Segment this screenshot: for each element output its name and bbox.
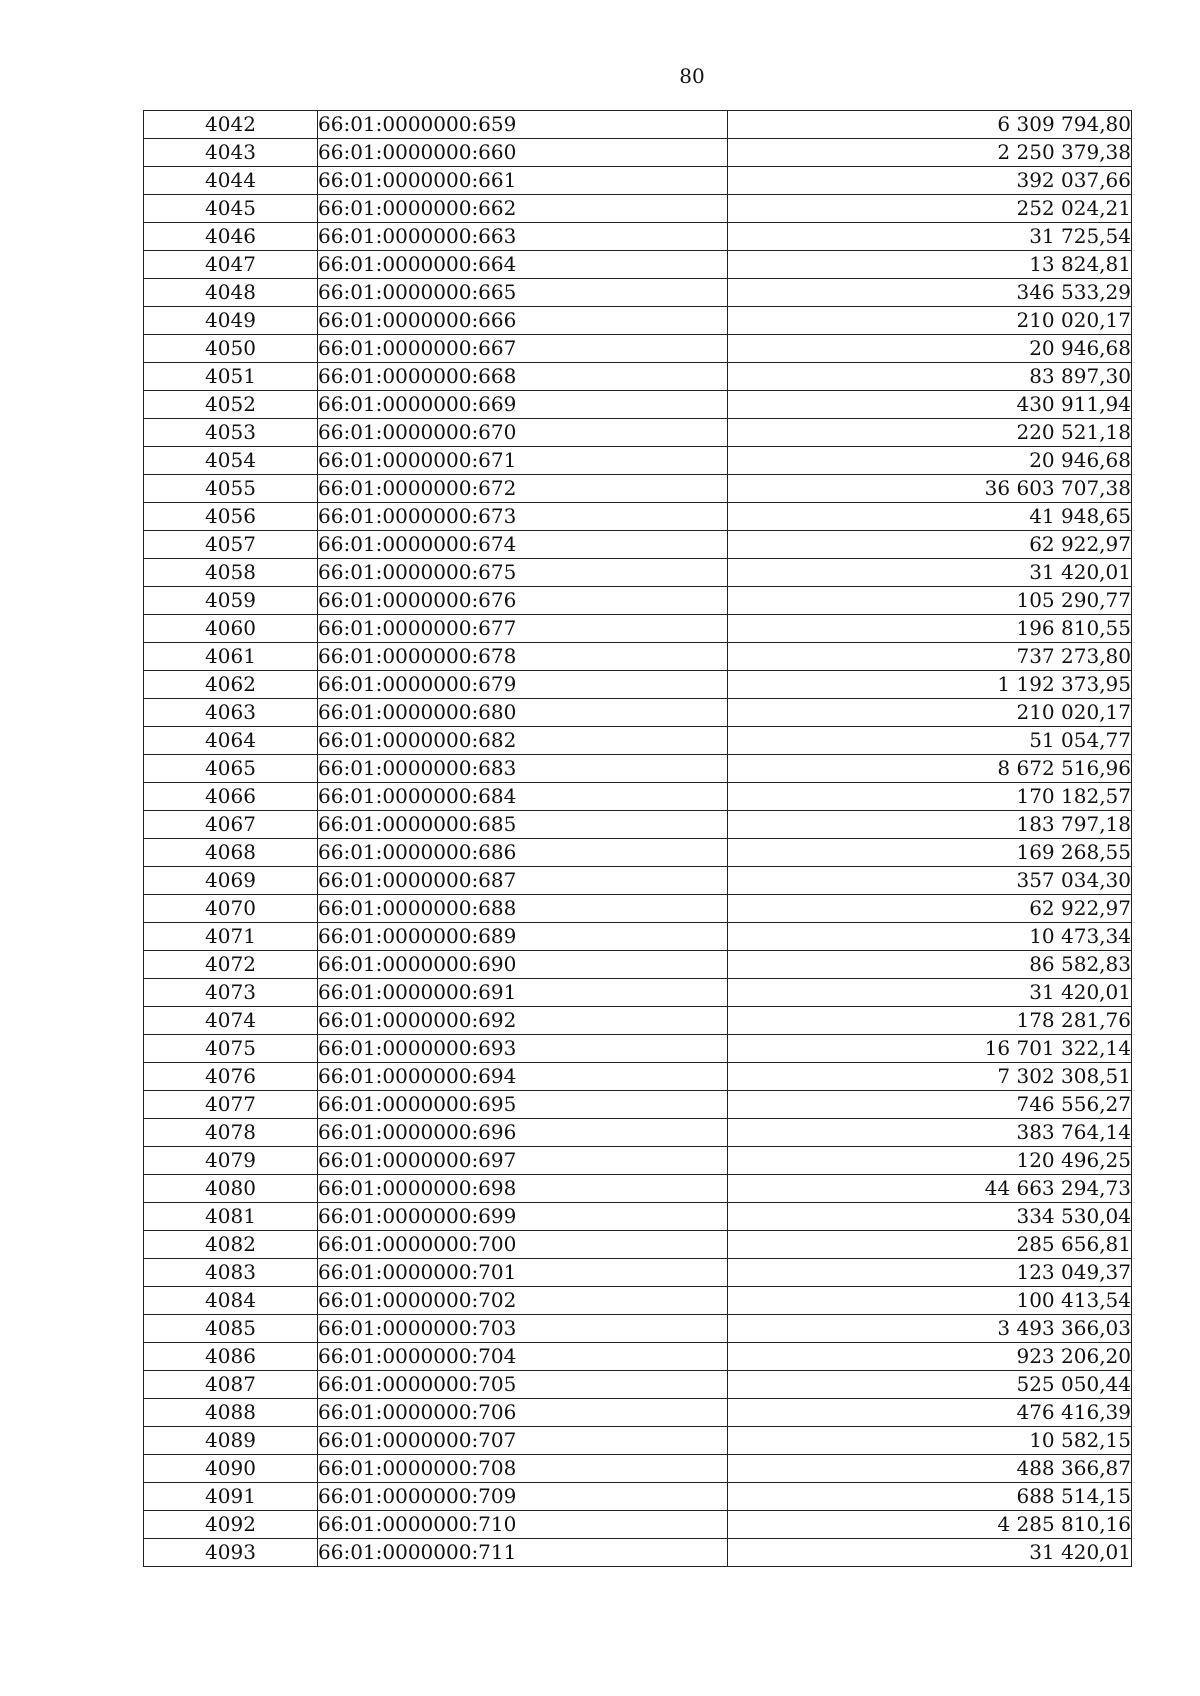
cadastral-value-cell: 120 496,25 — [728, 1147, 1132, 1175]
table-row — [144, 363, 1132, 391]
table-row — [144, 811, 1132, 839]
cadastral-number-cell: 66:01:0000000:708 — [318, 1455, 728, 1483]
row-number-cell: 4056 — [144, 503, 318, 531]
row-number-cell: 4060 — [144, 615, 318, 643]
cadastral-value-cell: 923 206,20 — [728, 1343, 1132, 1371]
cadastral-number-cell: 66:01:0000000:679 — [318, 671, 728, 699]
cadastral-number-cell: 66:01:0000000:693 — [318, 1035, 728, 1063]
cadastral-value-cell: 210 020,17 — [728, 307, 1132, 335]
row-number-cell: 4087 — [144, 1371, 318, 1399]
table-row — [144, 1259, 1132, 1287]
page-number-text: 80 — [679, 64, 705, 88]
row-number-cell: 4044 — [144, 167, 318, 195]
cadastral-number-cell: 66:01:0000000:683 — [318, 755, 728, 783]
table-row — [144, 1091, 1132, 1119]
table-body — [144, 111, 1132, 1567]
row-number-cell: 4070 — [144, 895, 318, 923]
cadastral-value-cell: 8 672 516,96 — [728, 755, 1132, 783]
cadastral-number-cell: 66:01:0000000:672 — [318, 475, 728, 503]
cadastral-value-cell: 183 797,18 — [728, 811, 1132, 839]
table-row — [144, 867, 1132, 895]
row-number-cell: 4057 — [144, 531, 318, 559]
table-row — [144, 783, 1132, 811]
cadastral-value-cell: 16 701 322,14 — [728, 1035, 1132, 1063]
row-number-cell: 4050 — [144, 335, 318, 363]
table-row — [144, 1539, 1132, 1567]
table-row — [144, 1119, 1132, 1147]
table-row — [144, 755, 1132, 783]
cadastral-value-cell: 334 530,04 — [728, 1203, 1132, 1231]
table-row — [144, 503, 1132, 531]
row-number-cell: 4066 — [144, 783, 318, 811]
cadastral-value-cell: 83 897,30 — [728, 363, 1132, 391]
cadastral-number-cell: 66:01:0000000:662 — [318, 195, 728, 223]
table-row — [144, 1035, 1132, 1063]
cadastral-number-cell: 66:01:0000000:667 — [318, 335, 728, 363]
row-number-cell: 4079 — [144, 1147, 318, 1175]
cadastral-value-cell: 20 946,68 — [728, 335, 1132, 363]
row-number-cell: 4081 — [144, 1203, 318, 1231]
cadastral-value-table — [143, 110, 1132, 1567]
table-row — [144, 251, 1132, 279]
cadastral-value-cell: 737 273,80 — [728, 643, 1132, 671]
table-row — [144, 1371, 1132, 1399]
row-number-cell: 4076 — [144, 1063, 318, 1091]
table-row — [144, 1175, 1132, 1203]
table-row — [144, 1427, 1132, 1455]
cadastral-number-cell: 66:01:0000000:709 — [318, 1483, 728, 1511]
cadastral-number-cell: 66:01:0000000:697 — [318, 1147, 728, 1175]
cadastral-number-cell: 66:01:0000000:711 — [318, 1539, 728, 1567]
cadastral-number-cell: 66:01:0000000:669 — [318, 391, 728, 419]
row-number-cell: 4086 — [144, 1343, 318, 1371]
cadastral-value-cell: 7 302 308,51 — [728, 1063, 1132, 1091]
cadastral-value-cell: 688 514,15 — [728, 1483, 1132, 1511]
row-number-cell: 4073 — [144, 979, 318, 1007]
row-number-cell: 4080 — [144, 1175, 318, 1203]
row-number-cell: 4053 — [144, 419, 318, 447]
row-number-cell: 4047 — [144, 251, 318, 279]
cadastral-value-cell: 170 182,57 — [728, 783, 1132, 811]
row-number-cell: 4043 — [144, 139, 318, 167]
cadastral-value-cell: 383 764,14 — [728, 1119, 1132, 1147]
table-row — [144, 223, 1132, 251]
table-row — [144, 335, 1132, 363]
cadastral-number-cell: 66:01:0000000:670 — [318, 419, 728, 447]
row-number-cell: 4048 — [144, 279, 318, 307]
table-row — [144, 447, 1132, 475]
table-row — [144, 1231, 1132, 1259]
cadastral-number-cell: 66:01:0000000:691 — [318, 979, 728, 1007]
row-number-cell: 4054 — [144, 447, 318, 475]
cadastral-number-cell: 66:01:0000000:701 — [318, 1259, 728, 1287]
cadastral-value-cell: 746 556,27 — [728, 1091, 1132, 1119]
cadastral-number-cell: 66:01:0000000:680 — [318, 699, 728, 727]
row-number-cell: 4093 — [144, 1539, 318, 1567]
cadastral-number-cell: 66:01:0000000:704 — [318, 1343, 728, 1371]
page-number — [0, 64, 1200, 88]
row-number-cell: 4092 — [144, 1511, 318, 1539]
row-number-cell: 4058 — [144, 559, 318, 587]
cadastral-value-cell: 1 192 373,95 — [728, 671, 1132, 699]
row-number-cell: 4077 — [144, 1091, 318, 1119]
table-row — [144, 895, 1132, 923]
cadastral-value-cell: 476 416,39 — [728, 1399, 1132, 1427]
cadastral-number-cell: 66:01:0000000:663 — [318, 223, 728, 251]
cadastral-number-cell: 66:01:0000000:689 — [318, 923, 728, 951]
table-row — [144, 139, 1132, 167]
cadastral-value-cell: 31 420,01 — [728, 559, 1132, 587]
cadastral-number-cell: 66:01:0000000:694 — [318, 1063, 728, 1091]
cadastral-number-cell: 66:01:0000000:678 — [318, 643, 728, 671]
row-number-cell: 4088 — [144, 1399, 318, 1427]
table-row — [144, 951, 1132, 979]
cadastral-number-cell: 66:01:0000000:707 — [318, 1427, 728, 1455]
cadastral-number-cell: 66:01:0000000:702 — [318, 1287, 728, 1315]
cadastral-value-cell: 346 533,29 — [728, 279, 1132, 307]
row-number-cell: 4046 — [144, 223, 318, 251]
table-row — [144, 1511, 1132, 1539]
cadastral-number-cell: 66:01:0000000:687 — [318, 867, 728, 895]
cadastral-value-cell: 488 366,87 — [728, 1455, 1132, 1483]
cadastral-value-cell: 220 521,18 — [728, 419, 1132, 447]
cadastral-number-cell: 66:01:0000000:682 — [318, 727, 728, 755]
table-row — [144, 671, 1132, 699]
cadastral-number-cell: 66:01:0000000:676 — [318, 587, 728, 615]
cadastral-number-cell: 66:01:0000000:666 — [318, 307, 728, 335]
table-row — [144, 111, 1132, 139]
cadastral-value-cell: 20 946,68 — [728, 447, 1132, 475]
cadastral-value-cell: 13 824,81 — [728, 251, 1132, 279]
cadastral-number-cell: 66:01:0000000:660 — [318, 139, 728, 167]
table-row — [144, 1315, 1132, 1343]
table-row — [144, 391, 1132, 419]
cadastral-value-cell: 44 663 294,73 — [728, 1175, 1132, 1203]
cadastral-number-cell: 66:01:0000000:677 — [318, 615, 728, 643]
cadastral-value-cell: 62 922,97 — [728, 895, 1132, 923]
table-row — [144, 475, 1132, 503]
cadastral-number-cell: 66:01:0000000:696 — [318, 1119, 728, 1147]
row-number-cell: 4055 — [144, 475, 318, 503]
table-row — [144, 1455, 1132, 1483]
table-row — [144, 699, 1132, 727]
cadastral-number-cell: 66:01:0000000:705 — [318, 1371, 728, 1399]
cadastral-number-cell: 66:01:0000000:686 — [318, 839, 728, 867]
cadastral-value-cell: 36 603 707,38 — [728, 475, 1132, 503]
cadastral-number-cell: 66:01:0000000:674 — [318, 531, 728, 559]
table-row — [144, 727, 1132, 755]
cadastral-number-cell: 66:01:0000000:684 — [318, 783, 728, 811]
cadastral-number-cell: 66:01:0000000:688 — [318, 895, 728, 923]
row-number-cell: 4074 — [144, 1007, 318, 1035]
cadastral-value-cell: 10 582,15 — [728, 1427, 1132, 1455]
row-number-cell: 4068 — [144, 839, 318, 867]
cadastral-value-cell: 252 024,21 — [728, 195, 1132, 223]
table-row — [144, 1147, 1132, 1175]
cadastral-number-cell: 66:01:0000000:706 — [318, 1399, 728, 1427]
cadastral-number-cell: 66:01:0000000:661 — [318, 167, 728, 195]
cadastral-number-cell: 66:01:0000000:710 — [318, 1511, 728, 1539]
table-row — [144, 923, 1132, 951]
cadastral-value-cell: 123 049,37 — [728, 1259, 1132, 1287]
table-row — [144, 1343, 1132, 1371]
cadastral-value-cell: 430 911,94 — [728, 391, 1132, 419]
cadastral-value-cell: 86 582,83 — [728, 951, 1132, 979]
row-number-cell: 4063 — [144, 699, 318, 727]
table-row — [144, 1063, 1132, 1091]
cadastral-number-cell: 66:01:0000000:700 — [318, 1231, 728, 1259]
table-row — [144, 1203, 1132, 1231]
table-row — [144, 307, 1132, 335]
row-number-cell: 4084 — [144, 1287, 318, 1315]
row-number-cell: 4064 — [144, 727, 318, 755]
row-number-cell: 4069 — [144, 867, 318, 895]
cadastral-number-cell: 66:01:0000000:695 — [318, 1091, 728, 1119]
cadastral-number-cell: 66:01:0000000:703 — [318, 1315, 728, 1343]
cadastral-value-cell: 100 413,54 — [728, 1287, 1132, 1315]
row-number-cell: 4059 — [144, 587, 318, 615]
table-row — [144, 643, 1132, 671]
cadastral-value-cell: 41 948,65 — [728, 503, 1132, 531]
row-number-cell: 4082 — [144, 1231, 318, 1259]
row-number-cell: 4045 — [144, 195, 318, 223]
row-number-cell: 4091 — [144, 1483, 318, 1511]
cadastral-value-cell: 357 034,30 — [728, 867, 1132, 895]
table-row — [144, 531, 1132, 559]
row-number-cell: 4061 — [144, 643, 318, 671]
cadastral-value-cell: 105 290,77 — [728, 587, 1132, 615]
row-number-cell: 4083 — [144, 1259, 318, 1287]
row-number-cell: 4085 — [144, 1315, 318, 1343]
cadastral-value-cell: 51 054,77 — [728, 727, 1132, 755]
cadastral-value-cell: 31 420,01 — [728, 1539, 1132, 1567]
row-number-cell: 4052 — [144, 391, 318, 419]
cadastral-number-cell: 66:01:0000000:692 — [318, 1007, 728, 1035]
row-number-cell: 4075 — [144, 1035, 318, 1063]
row-number-cell: 4067 — [144, 811, 318, 839]
row-number-cell: 4071 — [144, 923, 318, 951]
row-number-cell: 4049 — [144, 307, 318, 335]
row-number-cell: 4042 — [144, 111, 318, 139]
cadastral-value-cell: 169 268,55 — [728, 839, 1132, 867]
cadastral-value-cell: 10 473,34 — [728, 923, 1132, 951]
cadastral-number-cell: 66:01:0000000:673 — [318, 503, 728, 531]
cadastral-value-cell: 210 020,17 — [728, 699, 1132, 727]
row-number-cell: 4051 — [144, 363, 318, 391]
cadastral-number-cell: 66:01:0000000:665 — [318, 279, 728, 307]
table-row — [144, 1007, 1132, 1035]
cadastral-number-cell: 66:01:0000000:664 — [318, 251, 728, 279]
cadastral-value-cell: 3 493 366,03 — [728, 1315, 1132, 1343]
cadastral-number-cell: 66:01:0000000:685 — [318, 811, 728, 839]
row-number-cell: 4072 — [144, 951, 318, 979]
row-number-cell: 4089 — [144, 1427, 318, 1455]
table-row — [144, 1399, 1132, 1427]
table-row — [144, 839, 1132, 867]
cadastral-value-cell: 31 420,01 — [728, 979, 1132, 1007]
table-row — [144, 615, 1132, 643]
row-number-cell: 4065 — [144, 755, 318, 783]
cadastral-value-cell: 392 037,66 — [728, 167, 1132, 195]
cadastral-value-cell: 525 050,44 — [728, 1371, 1132, 1399]
row-number-cell: 4090 — [144, 1455, 318, 1483]
table-row — [144, 1287, 1132, 1315]
cadastral-number-cell: 66:01:0000000:668 — [318, 363, 728, 391]
cadastral-value-cell: 2 250 379,38 — [728, 139, 1132, 167]
cadastral-number-cell: 66:01:0000000:659 — [318, 111, 728, 139]
cadastral-value-cell: 6 309 794,80 — [728, 111, 1132, 139]
cadastral-value-cell: 285 656,81 — [728, 1231, 1132, 1259]
cadastral-value-cell: 196 810,55 — [728, 615, 1132, 643]
row-number-cell: 4062 — [144, 671, 318, 699]
table-row — [144, 979, 1132, 1007]
cadastral-number-cell: 66:01:0000000:675 — [318, 559, 728, 587]
cadastral-value-cell: 4 285 810,16 — [728, 1511, 1132, 1539]
cadastral-number-cell: 66:01:0000000:698 — [318, 1175, 728, 1203]
table-row — [144, 195, 1132, 223]
table-row — [144, 1483, 1132, 1511]
cadastral-number-cell: 66:01:0000000:671 — [318, 447, 728, 475]
table-row — [144, 279, 1132, 307]
cadastral-number-cell: 66:01:0000000:690 — [318, 951, 728, 979]
table-row — [144, 587, 1132, 615]
table-row — [144, 559, 1132, 587]
row-number-cell: 4078 — [144, 1119, 318, 1147]
table-row — [144, 419, 1132, 447]
cadastral-value-cell: 178 281,76 — [728, 1007, 1132, 1035]
cadastral-value-cell: 62 922,97 — [728, 531, 1132, 559]
table-row — [144, 167, 1132, 195]
cadastral-number-cell: 66:01:0000000:699 — [318, 1203, 728, 1231]
cadastral-value-cell: 31 725,54 — [728, 223, 1132, 251]
